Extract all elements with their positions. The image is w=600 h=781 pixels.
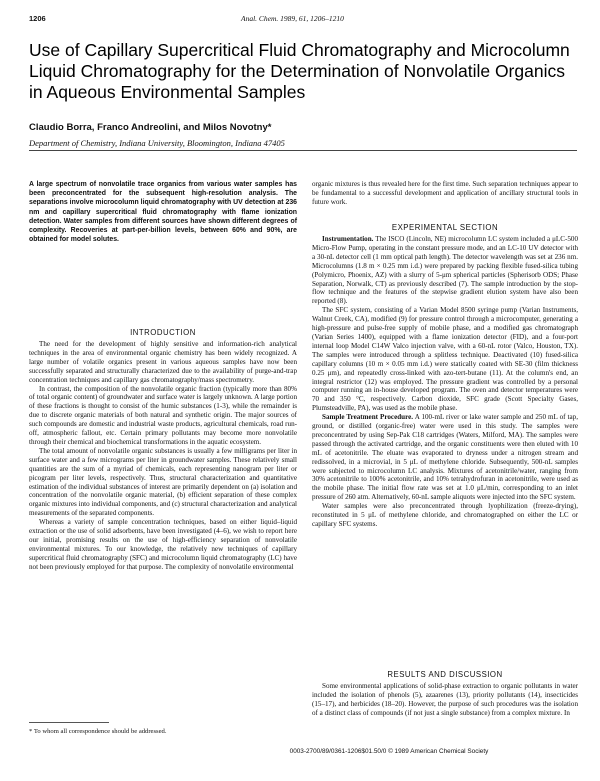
- affiliation: Department of Chemistry, Indiana University, Bloomington, Indiana 47405: [29, 138, 285, 148]
- experimental-body: [312, 235, 578, 529]
- page-number: 1206: [29, 14, 46, 23]
- results-paragraph: Some environmental applications of solid-phase extraction to organic pollutants in water included the isolation of phenols (5), azaarenes (13), priority pollutants (14), insecticides (15–17), and herbicides (18–20). However, the purpose of such procedures was the isolation of a distinct class of compounds (if not just a single substance) from a complex mixture. In: [312, 682, 578, 717]
- runin-heading: Instrumentation.: [322, 235, 374, 243]
- runin-heading: Sample Treatment Procedure.: [322, 413, 414, 422]
- experimental-paragraph: Instrumentation. The ISCO (Lincoln, NE) microcolumn LC system included a μLC-500 Micro-Flow Pump, operating in the constant pressure mode, and an LC-10 UV detector with a 30-nL detector cell (1 mm optical path length). The detector wavelength was set at 236 nm. Microcolumns (1.8 m × 0.25 mm i.d.) were prepared by packing flexible fused-silica tubing (Polymicro, Phoenix, AZ) with a slurry of 5-μm spherical particles (Spherisorb ODS; Phase Separation, Norwalk, CT) as previously described (7). The sample introduction by the stop-flow technique and the features of the stepwise gradient elution system have also been reported (8).: [312, 235, 578, 306]
- footnote-rule: [29, 722, 109, 723]
- introduction-heading: INTRODUCTION: [130, 328, 196, 337]
- right-intro-continuation: organic mixtures is thus revealed here for the first time. Such separation techniques appear to be fundamental to a successful development and application of ancillary structural tools in future work.: [312, 180, 578, 206]
- experimental-paragraph: The SFC system, consisting of a Varian Model 8500 syringe pump (Varian Instruments, Walnut Creek, CA), modified (9) for pressure control through a microcomputer, generating a high-pressure and pulse-free supply of mobile phase, and a modified gas chromatograph (Varian Series 1400), equipped with a flame ionization detector (FID), and a four-port internal loop Model C14W Valco injection valve, with a 60-nL rotor (Valco, Houston, TX). The samples were introduced through a splitless technique. Deactivated (10) fused-silica capillary columns (10 m × 0.05 mm i.d.) were statically coated with SE-30 (film thickness 0.25 μm), and repeatedly cross-linked with azo-tert-butane (11). At the column's end, an integral restrictor (12) was employed. The pressure gradient was controlled by a personal computer running an in-house developed program. The oven and detector temperatures were 70 and 350 °C, respectively. Carbon dioxide, SFC grade (Scott Specialty Gases, Plumsteadville, PA), was used as the mobile phase.: [312, 306, 578, 413]
- title-divider: [29, 150, 577, 151]
- intro-paragraph: The total amount of nonvolatile organic substances is usually a few milligrams per liter in surface water and a few micrograms per liter in groundwater samples. These relatively small quantities are the sum of a myriad of chemicals, each representing nanogram per liter or picogram per liter levels, respectively. Thus, structural characterization and quantitative estimation of the individual substances of interest are primarily dependent on (a) isolation and concentration of the nonvolatile organic material, (b) efficient separation of these complex organic mixtures into individual components, and (c) structural characterization and analytical measurements of the separated components.: [29, 446, 297, 518]
- experimental-heading: EXPERIMENTAL SECTION: [391, 223, 499, 232]
- intro-paragraph: Whereas a variety of sample concentration techniques, based on either liquid–liquid extraction or the use of solid adsorbents, have been investigated (4–6), we wish to report here our initial, promising results on the use of high-efficiency separation of nonvolatile environmental mixtures. To our knowledge, the relatively new techniques of capillary supercritical fluid chromatography (SFC) and microcolumn liquid chromatography (LC) have not been previously employed for that purpose. The complexity of nonvolatile environmental: [29, 518, 297, 571]
- copyright-line: 0003-2700/89/0361-1206$01.50/0 © 1989 American Chemical Society: [289, 748, 489, 755]
- journal-citation: Anal. Chem. 1989, 61, 1206–1210: [241, 14, 344, 23]
- intro-paragraph: The need for the development of highly sensitive and information-rich analytical techniques in the area of environmental organic chemistry has been widely recognized. A large number of volatile organics present in various aqueous samples have now been successfully separated and structurally characterized due to the availability of purge-and-trap concentration techniques and capillary gas chromatography/mass spectrometry.: [29, 340, 297, 384]
- running-header: [29, 14, 575, 26]
- experimental-paragraph: Water samples were also preconcentrated through lyophilization (freeze-drying), reconstituted in 5 μL of methylene chloride, and chromatographed on either the LC or capillary SFC systems.: [312, 502, 578, 528]
- experimental-paragraph: Sample Treatment Procedure. A 100-mL river or lake water sample and 250 mL of tap, ground, or distilled (organic-free) water were used in this study. The samples were preconcentrated by using Sep-Pak C18 cartridges (Waters, Milford, MA). The samples were passed through the activated cartridge, and the organic constituents were then eluted with 10 mL of acetonitrile. The eluate was evaporated to dryness under a nitrogen stream and redissolved, in a microvial, in 5 μL of methylene chloride. Subsequently, 500-nL samples were subjected to microcolumn LC analysis. Mixtures of acetonitrile/water, ranging from 30% acetonitrile to 100% acetonitrile, and 10% tetrahydrofuran in acetonitrile, were used as the mobile phase. The initial flow rate was set at 1.0 μL/min, corresponding to an inlet pressure of 260 atm. Alternatively, 60-nL sample aliquots were injected into the SFC system.: [312, 413, 579, 502]
- authors: Claudio Borra, Franco Andreolini, and Milos Novotny*: [29, 122, 272, 133]
- results-body: [312, 682, 578, 718]
- footnote: * To whom all correspondence should be addressed.: [29, 728, 167, 735]
- abstract: A large spectrum of nonvolatile trace organics from various water samples has been preconcentrated for the subsequent high-resolution analysis. The separations involve microcolumn liquid chromatography with UV detection at 236 nm and capillary supercritical fluid chromatography with flame ionization detection. Water samples from different sources have shown different degrees of complexity. Recoveries at part-per-billion levels, between 60% and 90%, are obtained for model solutes.: [29, 181, 297, 244]
- intro-paragraph: In contrast, the composition of the nonvolatile organic fraction (typically more than 80% of total organic content) of groundwater and surface water is largely unknown. A large portion of these fractions is thought to consist of the humic substances (1-3), while the remainder is due to discrete organic materials of both natural and synthetic origin. The major sources of such compounds are domestic and industrial waste products, agricultural chemicals, road run-off, atmospheric fallout, etc. Certain primary pollutants may become more nonvolatile through their chemical and biochemical transformations in the aquatic ecosystem.: [29, 384, 297, 446]
- article-title: Use of Capillary Supercritical Fluid Chromatography and Microcolumn Liquid Chromatography for the Determination of Nonvolatile Organics in Aqueous Environmental Samples: [29, 40, 570, 102]
- results-heading: RESULTS AND DISCUSSION: [387, 670, 503, 679]
- introduction-body: [29, 340, 297, 572]
